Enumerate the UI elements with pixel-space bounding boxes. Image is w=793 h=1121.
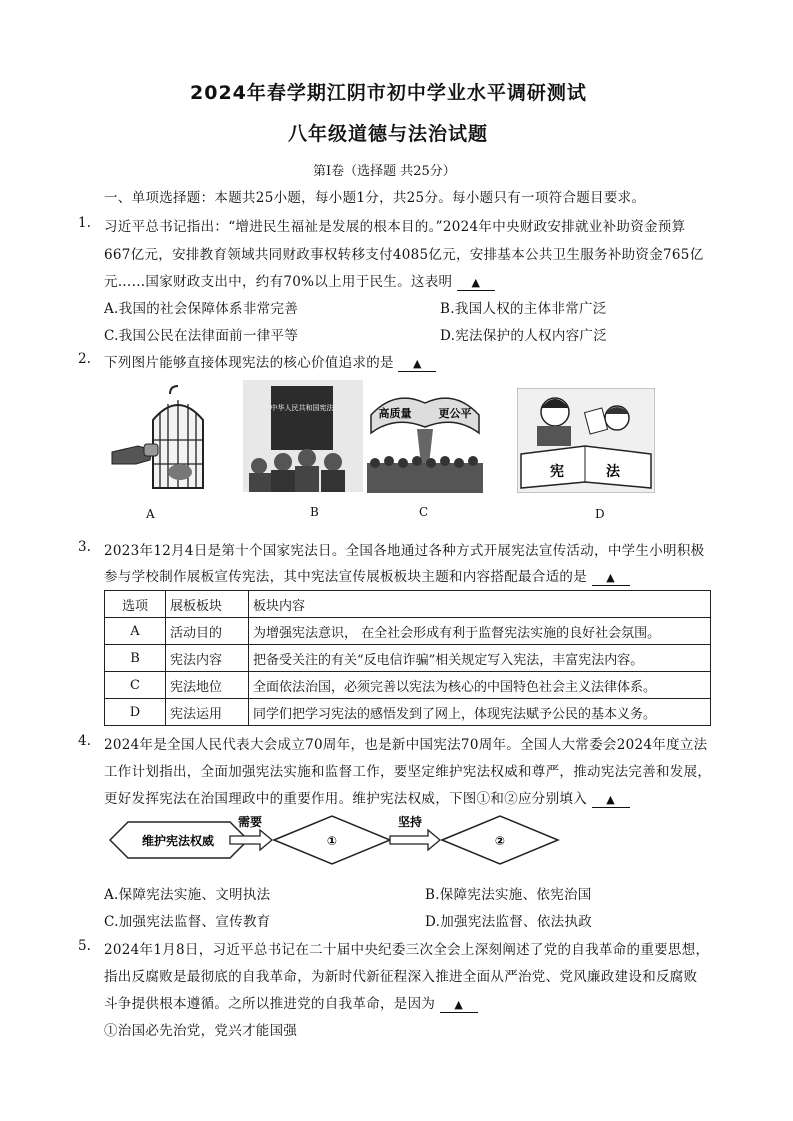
- q2-image-b[interactable]: [243, 380, 363, 492]
- q2-image-c-left-text: 高质量: [378, 407, 412, 420]
- q2-image-b-book-text: 中华人民共和国宪法: [270, 404, 334, 412]
- q1-option-a[interactable]: A.我国的社会保障体系非常完善: [104, 301, 299, 317]
- flow-arrow-2-label: 坚持: [397, 815, 423, 829]
- q3-answer-blank[interactable]: ▲: [592, 571, 630, 586]
- flow-box-1-label: ①: [326, 834, 338, 848]
- table-row[interactable]: [105, 618, 711, 645]
- table-header-cell: 选项: [105, 591, 166, 618]
- flow-start-text: 维护宪法权威: [141, 834, 215, 848]
- q5-line1: 2024年1月8日，习近平总书记在二十届中央纪委三次全会上深刻阐述了党的自我革命的重要思想，: [104, 942, 710, 958]
- table-cell: B: [105, 645, 166, 672]
- q3-table: [104, 590, 711, 726]
- table-row[interactable]: [105, 672, 711, 699]
- table-cell: 宪法运用: [166, 699, 249, 726]
- q1-number: 1.: [78, 215, 91, 231]
- section-title: 第Ⅰ卷（选择题 共25分）: [313, 164, 456, 179]
- q1-option-b[interactable]: B.我国人权的主体非常广泛: [440, 301, 607, 317]
- q2-image-d-left-text: 宪: [550, 464, 564, 480]
- q4-option-a[interactable]: A.保障宪法实施、文明执法: [104, 887, 271, 903]
- q2-image-a[interactable]: [108, 380, 226, 495]
- q1-answer-blank[interactable]: ▲: [457, 276, 495, 291]
- table-cell: 活动目的: [166, 618, 249, 645]
- table-cell: 为增强宪法意识， 在全社会形成有利于监督宪法实施的良好社会氛围。: [249, 618, 711, 645]
- q1-line2: 667亿元，安排教育领域共同财政事权转移支付4085亿元，安排基本公共卫生服务补助资金765亿: [104, 247, 704, 263]
- exam-title: 2024年春学期江阴市初中学业水平调研测试: [190, 82, 587, 104]
- q5-item-1: ①治国必先治党，党兴才能国强: [104, 1023, 298, 1039]
- q2-image-d[interactable]: [517, 388, 655, 493]
- table-cell: D: [105, 699, 166, 726]
- q4-number: 4.: [78, 733, 91, 749]
- q1-option-d[interactable]: D.宪法保护的人权内容广泛: [440, 328, 608, 344]
- q2-image-c-right-text: 更公平: [438, 407, 472, 420]
- q4-option-b[interactable]: B.保障宪法实施、依宪治国: [425, 887, 592, 903]
- q3-number: 3.: [78, 539, 91, 555]
- q1-line1: 习近平总书记指出：“增进民生福祉是发展的根本目的。”2024年中央财政安排就业补助资金预算: [104, 219, 686, 235]
- q4-line3: 更好发挥宪法在治国理政中的重要作用。维护宪法权威，下图①和②应分别填入: [104, 791, 587, 807]
- table-header-cell: 板块内容: [249, 591, 711, 618]
- q4-flow-diagram: [108, 812, 568, 868]
- q2-answer-blank[interactable]: ▲: [398, 357, 436, 372]
- exam-subtitle: 八年级道德与法治试题: [288, 123, 489, 145]
- table-header-row: [105, 591, 711, 618]
- q2-caption-d: D: [595, 507, 605, 521]
- table-cell: A: [105, 618, 166, 645]
- q5-line3: 斗争提供根本遵循。之所以推进党的自我革命，是因为: [104, 996, 436, 1012]
- q2-caption-a: A: [146, 507, 155, 521]
- q2-image-c[interactable]: [365, 385, 485, 495]
- q1-line3: 元……国家财政支出中，约有70%以上用于民生。这表明: [104, 274, 453, 290]
- q2-caption-b: B: [310, 505, 319, 519]
- q4-option-d[interactable]: D.加强宪法监督、依法执政: [425, 914, 593, 930]
- table-row[interactable]: [105, 699, 711, 726]
- q5-answer-blank[interactable]: ▲: [440, 998, 478, 1013]
- table-cell: 把备受关注的有关“反电信诈骗”相关规定写入宪法，丰富宪法内容。: [249, 645, 711, 672]
- flow-arrow-2: [390, 830, 440, 850]
- q4-answer-blank[interactable]: ▲: [592, 793, 630, 808]
- table-cell: 宪法内容: [166, 645, 249, 672]
- q3-line2: 参与学校制作展板宣传宪法，其中宪法宣传展板板块主题和内容搭配最合适的是: [104, 569, 587, 585]
- q5-line2: 指出反腐败是最彻底的自我革命，为新时代新征程深入推进全面从严治党、党风廉政建设和反腐败: [104, 969, 698, 985]
- q2-number: 2.: [78, 351, 91, 367]
- q3-line1: 2023年12月4日是第十个国家宪法日。全国各地通过各种方式开展宪法宣传活动，中学生小明积极: [104, 543, 705, 559]
- table-cell: 宪法地位: [166, 672, 249, 699]
- table-cell: C: [105, 672, 166, 699]
- q2-text: 下列图片能够直接体现宪法的核心价值追求的是: [104, 355, 394, 371]
- q2-caption-c: C: [419, 505, 429, 519]
- q5-number: 5.: [78, 938, 91, 954]
- table-cell: 同学们把学习宪法的感悟发到了网上，体现宪法赋予公民的基本义务。: [249, 699, 711, 726]
- q4-option-c[interactable]: C.加强宪法监督、宣传教育: [104, 914, 271, 930]
- q4-line1: 2024年是全国人民代表大会成立70周年，也是新中国宪法70周年。全国人大常委会2024年度立法: [104, 737, 708, 753]
- flow-arrow-1-label: 需要: [237, 815, 263, 829]
- flow-box-2-label: ②: [494, 834, 506, 848]
- table-cell: 全面依法治国，必须完善以宪法为核心的中国特色社会主义法律体系。: [249, 672, 711, 699]
- q2-image-d-right-text: 法: [606, 464, 620, 480]
- q1-option-c[interactable]: C.我国公民在法律面前一律平等: [104, 328, 299, 344]
- q4-line2: 工作计划指出，全面加强宪法实施和监督工作，要坚定维护宪法权威和尊严，推动宪法完善和发展，: [104, 764, 712, 780]
- table-row[interactable]: [105, 645, 711, 672]
- instructions: 一、单项选择题：本题共25小题，每小题1分，共25分。每小题只有一项符合题目要求。: [104, 190, 646, 206]
- table-header-cell: 展板板块: [166, 591, 249, 618]
